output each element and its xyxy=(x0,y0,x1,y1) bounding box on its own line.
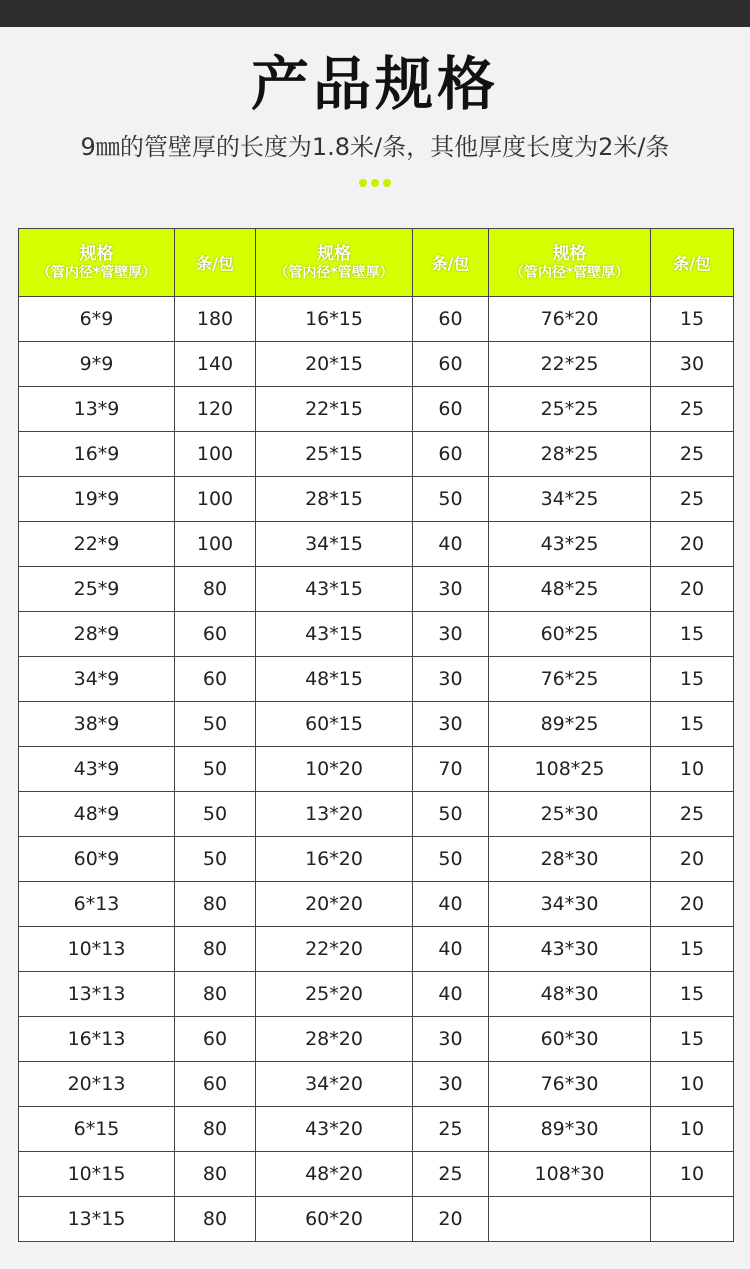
count-cell: 80 xyxy=(175,972,256,1017)
count-cell: 40 xyxy=(413,882,489,927)
count-cell: 50 xyxy=(413,837,489,882)
spec-cell: 43*9 xyxy=(19,747,175,792)
table-row xyxy=(19,657,734,702)
count-cell: 20 xyxy=(651,567,734,612)
count-cell: 50 xyxy=(413,792,489,837)
count-cell: 25 xyxy=(651,477,734,522)
count-cell: 10 xyxy=(651,1107,734,1152)
spec-cell: 60*15 xyxy=(256,702,413,747)
count-cell: 15 xyxy=(651,702,734,747)
dot-icon xyxy=(359,179,367,187)
count-cell: 15 xyxy=(651,972,734,1017)
spec-cell: 20*13 xyxy=(19,1062,175,1107)
table-row xyxy=(19,1107,734,1152)
spec-cell: 108*25 xyxy=(489,747,651,792)
spec-cell: 25*15 xyxy=(256,432,413,477)
table-row xyxy=(19,432,734,477)
count-cell: 120 xyxy=(175,387,256,432)
table-row xyxy=(19,522,734,567)
spec-cell: 76*20 xyxy=(489,297,651,342)
count-cell: 140 xyxy=(175,342,256,387)
spec-cell: 13*13 xyxy=(19,972,175,1017)
spec-cell: 25*20 xyxy=(256,972,413,1017)
header-count: 条/包 xyxy=(413,229,489,297)
spec-cell: 48*25 xyxy=(489,567,651,612)
count-cell: 80 xyxy=(175,882,256,927)
spec-cell: 28*25 xyxy=(489,432,651,477)
count-cell: 30 xyxy=(413,612,489,657)
count-cell: 50 xyxy=(175,792,256,837)
count-cell: 30 xyxy=(413,702,489,747)
spec-cell: 76*25 xyxy=(489,657,651,702)
spec-cell: 20*20 xyxy=(256,882,413,927)
count-cell: 40 xyxy=(413,522,489,567)
count-cell: 25 xyxy=(413,1107,489,1152)
spec-cell: 43*25 xyxy=(489,522,651,567)
spec-cell: 28*15 xyxy=(256,477,413,522)
count-cell: 20 xyxy=(651,882,734,927)
dot-icon xyxy=(371,179,379,187)
count-cell: 25 xyxy=(651,792,734,837)
table-row xyxy=(19,567,734,612)
spec-cell: 19*9 xyxy=(19,477,175,522)
count-cell: 60 xyxy=(413,297,489,342)
table-row xyxy=(19,882,734,927)
spec-cell: 16*13 xyxy=(19,1017,175,1062)
spec-cell: 10*15 xyxy=(19,1152,175,1197)
spec-cell: 48*9 xyxy=(19,792,175,837)
count-cell: 40 xyxy=(413,927,489,972)
count-cell: 60 xyxy=(175,657,256,702)
count-cell: 60 xyxy=(175,1062,256,1107)
count-cell: 50 xyxy=(175,837,256,882)
spec-cell: 25*25 xyxy=(489,387,651,432)
spec-cell: 25*9 xyxy=(19,567,175,612)
count-cell: 15 xyxy=(651,657,734,702)
table-row xyxy=(19,1197,734,1242)
spec-cell: 34*25 xyxy=(489,477,651,522)
count-cell: 80 xyxy=(175,1107,256,1152)
count-cell: 15 xyxy=(651,612,734,657)
count-cell: 60 xyxy=(413,432,489,477)
table-row xyxy=(19,1062,734,1107)
spec-cell: 89*25 xyxy=(489,702,651,747)
table-row xyxy=(19,837,734,882)
spec-cell: 20*15 xyxy=(256,342,413,387)
header-spec: 规格 （管内径*管壁厚） xyxy=(489,229,651,297)
decorative-dots xyxy=(0,175,750,191)
spec-cell: 22*25 xyxy=(489,342,651,387)
count-cell: 15 xyxy=(651,297,734,342)
spec-cell: 43*20 xyxy=(256,1107,413,1152)
count-cell: 30 xyxy=(651,342,734,387)
table-header-row xyxy=(19,229,734,297)
spec-table xyxy=(18,228,734,1242)
table-body xyxy=(19,297,734,1242)
count-cell: 10 xyxy=(651,1062,734,1107)
table-row xyxy=(19,1152,734,1197)
count-cell: 60 xyxy=(175,1017,256,1062)
spec-cell xyxy=(489,1197,651,1242)
spec-table-container xyxy=(18,228,733,1242)
spec-cell: 13*9 xyxy=(19,387,175,432)
spec-cell: 60*20 xyxy=(256,1197,413,1242)
spec-cell: 60*9 xyxy=(19,837,175,882)
count-cell: 180 xyxy=(175,297,256,342)
count-cell: 30 xyxy=(413,657,489,702)
table-row xyxy=(19,612,734,657)
count-cell: 10 xyxy=(651,1152,734,1197)
table-row xyxy=(19,702,734,747)
spec-cell: 38*9 xyxy=(19,702,175,747)
count-cell: 80 xyxy=(175,567,256,612)
count-cell: 100 xyxy=(175,477,256,522)
count-cell: 100 xyxy=(175,522,256,567)
table-row xyxy=(19,297,734,342)
spec-cell: 48*15 xyxy=(256,657,413,702)
spec-cell: 48*30 xyxy=(489,972,651,1017)
table-row xyxy=(19,972,734,1017)
count-cell: 25 xyxy=(413,1152,489,1197)
page-title: 产品规格 xyxy=(250,50,499,118)
spec-cell: 16*20 xyxy=(256,837,413,882)
table-row xyxy=(19,387,734,432)
spec-cell: 108*30 xyxy=(489,1152,651,1197)
spec-cell: 43*15 xyxy=(256,567,413,612)
spec-cell: 60*30 xyxy=(489,1017,651,1062)
count-cell: 30 xyxy=(413,1062,489,1107)
count-cell: 70 xyxy=(413,747,489,792)
count-cell: 60 xyxy=(413,342,489,387)
spec-cell: 9*9 xyxy=(19,342,175,387)
count-cell: 20 xyxy=(651,522,734,567)
spec-cell: 10*13 xyxy=(19,927,175,972)
count-cell: 50 xyxy=(175,747,256,792)
spec-cell: 28*20 xyxy=(256,1017,413,1062)
count-cell: 30 xyxy=(413,567,489,612)
count-cell: 25 xyxy=(651,387,734,432)
spec-cell: 43*15 xyxy=(256,612,413,657)
count-cell xyxy=(651,1197,734,1242)
spec-cell: 34*9 xyxy=(19,657,175,702)
table-row xyxy=(19,792,734,837)
dot-icon xyxy=(383,179,391,187)
count-cell: 60 xyxy=(413,387,489,432)
table-row xyxy=(19,477,734,522)
count-cell: 20 xyxy=(413,1197,489,1242)
spec-cell: 34*30 xyxy=(489,882,651,927)
spec-cell: 16*15 xyxy=(256,297,413,342)
spec-cell: 60*25 xyxy=(489,612,651,657)
spec-cell: 6*13 xyxy=(19,882,175,927)
count-cell: 50 xyxy=(413,477,489,522)
count-cell: 80 xyxy=(175,1152,256,1197)
count-cell: 100 xyxy=(175,432,256,477)
header-count: 条/包 xyxy=(651,229,734,297)
spec-cell: 89*30 xyxy=(489,1107,651,1152)
count-cell: 25 xyxy=(651,432,734,477)
count-cell: 20 xyxy=(651,837,734,882)
header-spec: 规格 （管内径*管壁厚） xyxy=(256,229,413,297)
spec-cell: 6*9 xyxy=(19,297,175,342)
count-cell: 15 xyxy=(651,927,734,972)
spec-cell: 13*20 xyxy=(256,792,413,837)
count-cell: 15 xyxy=(651,1017,734,1062)
spec-cell: 34*20 xyxy=(256,1062,413,1107)
count-cell: 30 xyxy=(413,1017,489,1062)
spec-cell: 43*30 xyxy=(489,927,651,972)
top-bar xyxy=(0,0,750,27)
count-cell: 10 xyxy=(651,747,734,792)
spec-cell: 34*15 xyxy=(256,522,413,567)
count-cell: 80 xyxy=(175,927,256,972)
spec-cell: 48*20 xyxy=(256,1152,413,1197)
count-cell: 60 xyxy=(175,612,256,657)
spec-cell: 25*30 xyxy=(489,792,651,837)
spec-cell: 10*20 xyxy=(256,747,413,792)
table-row xyxy=(19,747,734,792)
page-subtitle: 9㎜的管壁厚的长度为1.8米/条，其他厚度长度为2米/条 xyxy=(80,133,670,161)
spec-cell: 16*9 xyxy=(19,432,175,477)
header-spec: 规格 （管内径*管壁厚） xyxy=(19,229,175,297)
header-count: 条/包 xyxy=(175,229,256,297)
spec-cell: 6*15 xyxy=(19,1107,175,1152)
spec-cell: 28*30 xyxy=(489,837,651,882)
spec-cell: 22*15 xyxy=(256,387,413,432)
spec-cell: 28*9 xyxy=(19,612,175,657)
spec-cell: 13*15 xyxy=(19,1197,175,1242)
count-cell: 80 xyxy=(175,1197,256,1242)
table-row xyxy=(19,927,734,972)
spec-cell: 22*9 xyxy=(19,522,175,567)
count-cell: 40 xyxy=(413,972,489,1017)
spec-cell: 22*20 xyxy=(256,927,413,972)
table-row xyxy=(19,342,734,387)
spec-cell: 76*30 xyxy=(489,1062,651,1107)
table-row xyxy=(19,1017,734,1062)
count-cell: 50 xyxy=(175,702,256,747)
